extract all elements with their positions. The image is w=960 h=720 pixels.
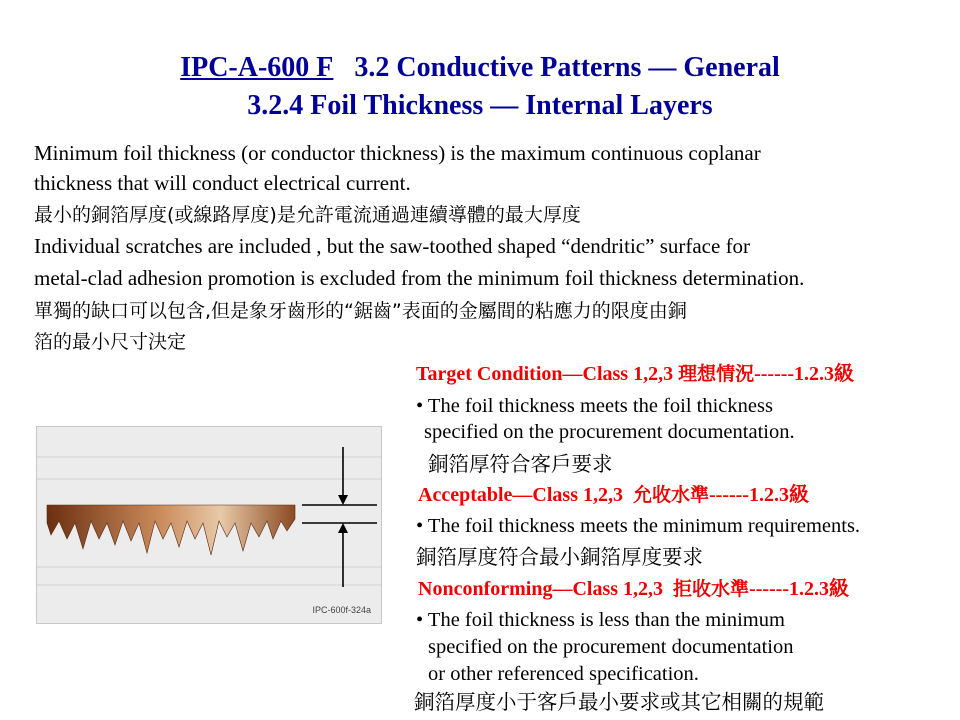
definition-en-line1: Minimum foil thickness (or conductor thickness) is the maximum continuous coplanar xyxy=(34,141,761,165)
scratch-note-zh-line2: 箔的最小尺寸決定 xyxy=(34,331,187,353)
acceptable-bullet: • The foil thickness meets the minimum requirements. xyxy=(416,515,861,537)
scratch-note-en-line2: metal-clad adhesion promotion is excluded from the minimum foil thickness determination. xyxy=(34,266,805,290)
target-zh: 銅箔厚符合客戶要求 xyxy=(428,452,613,476)
scratch-note-zh-line1: 單獨的缺口可以包含,但是象牙齒形的“鋸齒”表面的金屬間的粘應力的限度由銅 xyxy=(34,300,687,322)
definition-zh: 最小的銅箔厚度(或線路厚度)是允許電流通過連續導體的最大厚度 xyxy=(34,204,581,226)
target-condition-heading: Target Condition—Class 1,2,3 理想情況------1.2.3級 xyxy=(416,363,855,385)
target-bullet-line1: • The foil thickness meets the foil thickness xyxy=(416,395,773,417)
figure-label: IPC-600f-324a xyxy=(312,605,371,615)
nonconforming-bullet-line3: or other referenced specification. xyxy=(428,663,699,685)
nonconforming-bullet-line2: specified on the procurement documentation xyxy=(428,636,794,658)
target-bullet-line2: specified on the procurement documentation. xyxy=(424,421,795,443)
foil-cross-section-figure xyxy=(36,426,382,624)
nonconforming-bullet-line1: • The foil thickness is less than the minimum xyxy=(416,609,785,631)
nonconforming-zh: 銅箔厚度小于客戶最小要求或其它相關的規範 xyxy=(414,690,824,714)
definition-en-line2: thickness that will conduct electrical current. xyxy=(34,171,411,195)
scratch-note-en-line1: Individual scratches are included , but the saw-toothed shaped “dendritic” surface for xyxy=(34,234,751,258)
acceptable-zh: 銅箔厚度符合最小銅箔厚度要求 xyxy=(416,545,703,569)
foil-diagram xyxy=(37,427,381,623)
slide-title-line2: 3.2.4 Foil Thickness — Internal Layers xyxy=(247,90,713,121)
acceptable-heading: Acceptable—Class 1,2,3 允收水準------1.2.3級 xyxy=(418,484,809,506)
slide-title-line1 xyxy=(0,50,960,86)
standard-name: IPC-A-600 F xyxy=(180,52,334,83)
section-title: 3.2 Conductive Patterns — General xyxy=(354,52,780,83)
nonconforming-heading: Nonconforming—Class 1,2,3 拒收水準------1.2.3級 xyxy=(418,578,849,600)
